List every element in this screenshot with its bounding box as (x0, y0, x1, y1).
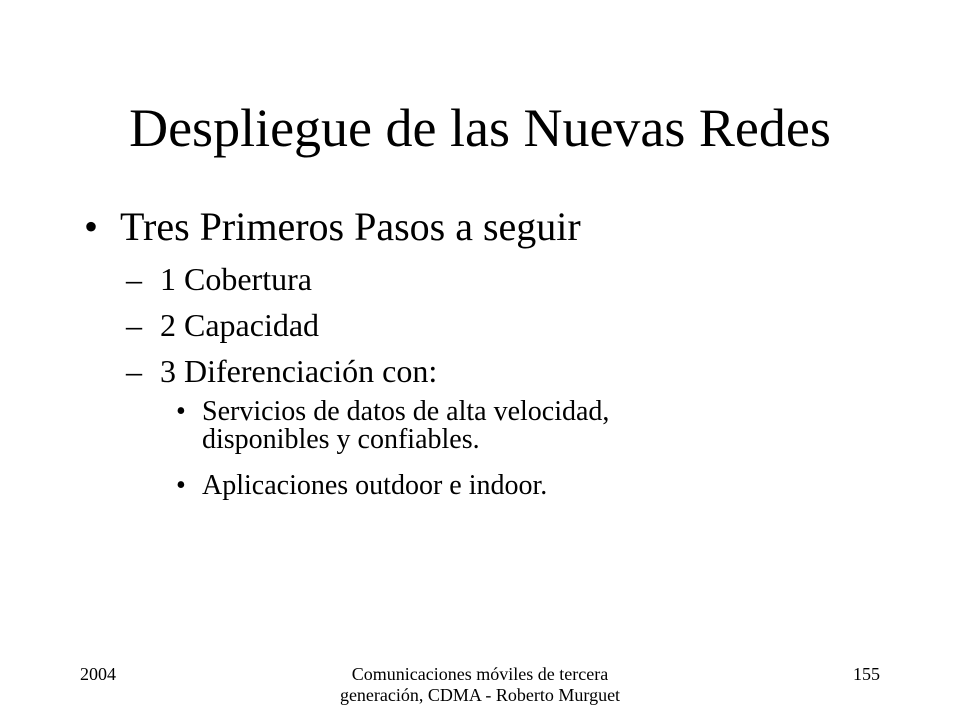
sub-item-text: 1 Cobertura (160, 261, 312, 297)
sub-item-capacidad (126, 305, 319, 345)
bullet-marker: • (84, 204, 99, 249)
dash-marker: – (126, 353, 142, 389)
subsub-item-text: Servicios de datos de alta velocidad, disponibles y confiables. (202, 396, 610, 455)
footer-title: Comunicaciones móviles de tercera generación, CDMA - Roberto Murguet (339, 664, 621, 705)
subsub-item-servicios (176, 398, 609, 454)
footer-page-number: 155 (853, 664, 880, 684)
sub-item-text: 3 Diferenciación con: (160, 353, 438, 389)
main-bullet-text: Tres Primeros Pasos a seguir (120, 204, 581, 249)
slide-title: Despliegue de las Nuevas Redes (129, 98, 831, 158)
sub-item-text: 2 Capacidad (160, 307, 320, 343)
dash-marker: – (126, 307, 142, 343)
footer-year: 2004 (80, 664, 116, 684)
bullet-marker: • (176, 470, 186, 501)
sub-item-diferenciacion (126, 351, 437, 391)
subsub-item-aplicaciones (176, 472, 547, 500)
bullet-marker: • (176, 396, 186, 427)
sub-item-cobertura (126, 259, 312, 299)
main-bullet (84, 201, 581, 253)
subsub-item-text: Aplicaciones outdoor e indoor. (202, 470, 548, 501)
dash-marker: – (126, 261, 142, 297)
